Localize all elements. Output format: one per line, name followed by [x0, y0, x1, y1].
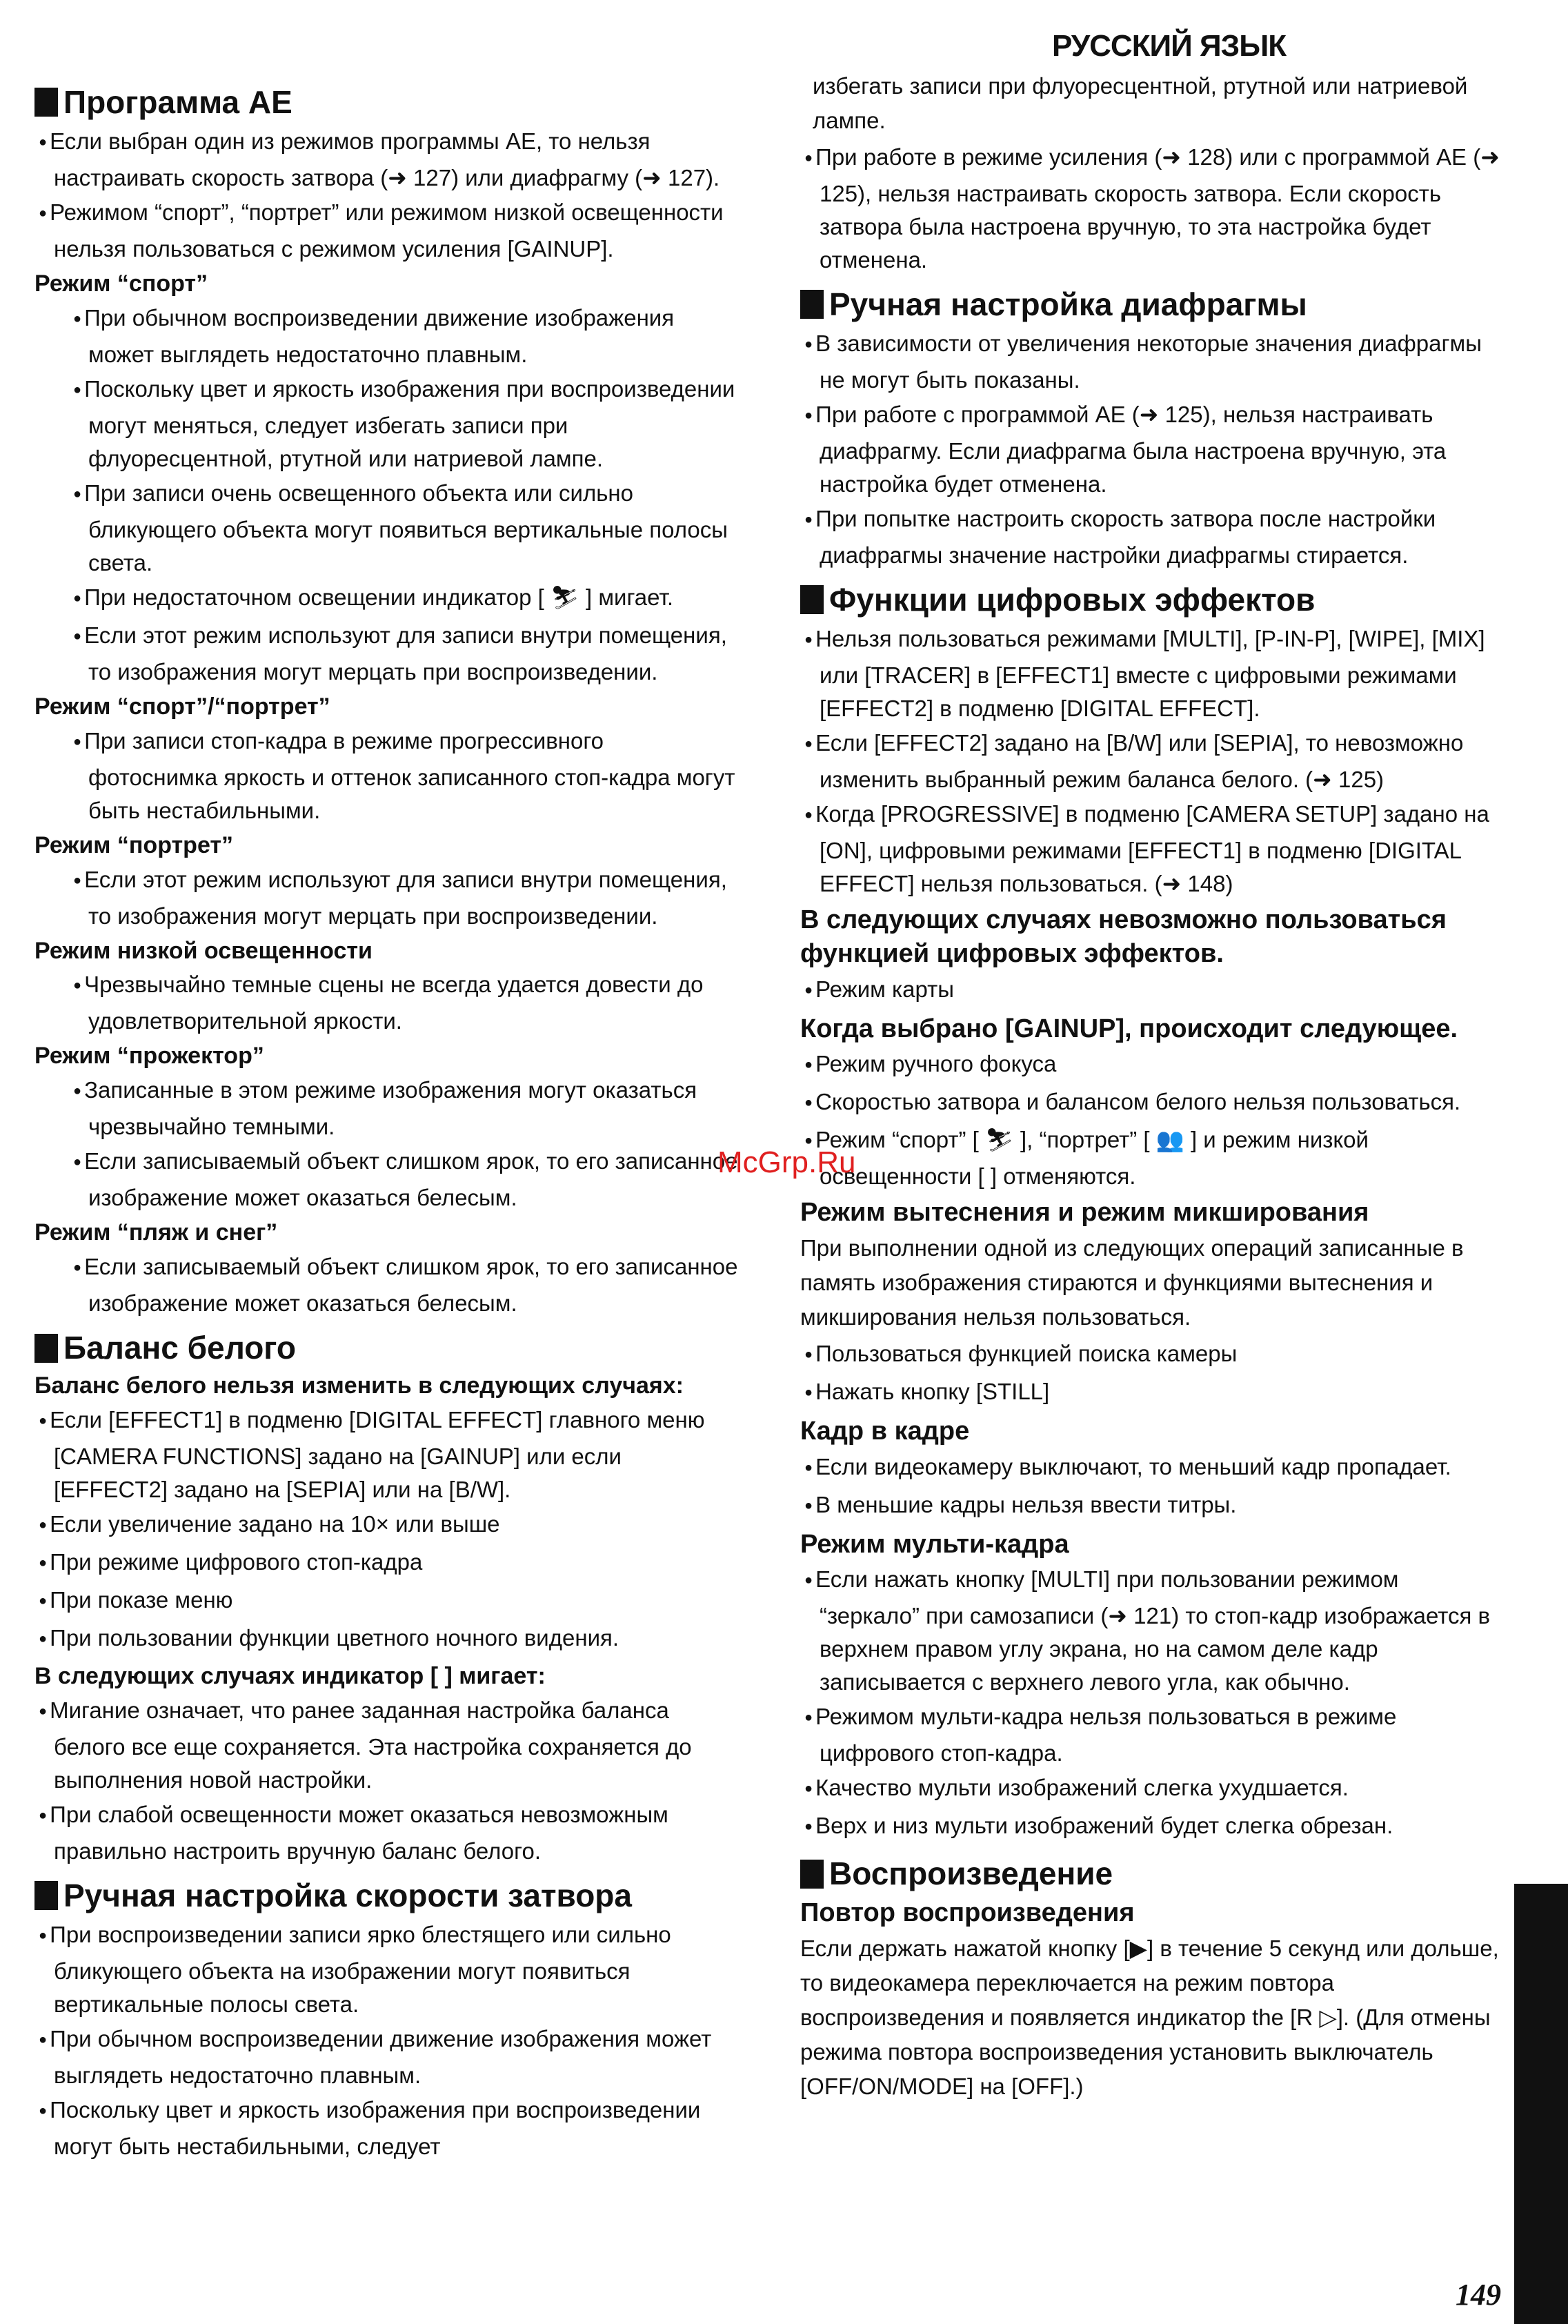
edge-tab: [1514, 1884, 1568, 2324]
list-item: ● Режимом мульти-кадра нельзя пользоваться в режиме цифрового стоп-кадра.: [800, 1700, 1504, 1770]
list-item: ● Пользоваться функцией поиска камеры: [800, 1337, 1504, 1374]
list-item: ● Если [EFFECT2] задано на [B/W] или [SEPIA], то невозможно изменить выбранный режим баланса белого. (➜ 125): [800, 727, 1504, 796]
section-marker-icon: [34, 1334, 58, 1363]
section-playback: [800, 1855, 1504, 1892]
subheading-gainup: Когда выбрано [GAINUP], происходит следующее.: [800, 1014, 1458, 1043]
subheading-sport-portrait: Режим “спорт”/“портрет”: [34, 693, 330, 720]
list-item: ● Если этот режим используют для записи внутри помещения, то изображения могут мерцать при воспроизведении.: [34, 619, 738, 689]
list-item: ● Если выбран один из режимов программы AE, то нельзя настраивать скорость затвора (➜ 127) или диафрагму (➜ 127).: [34, 125, 738, 195]
list-item: ● В меньшие кадры нельзя ввести титры.: [800, 1488, 1504, 1525]
subheading-wipe-mix: Режим вытеснения и режим микширования: [800, 1197, 1369, 1227]
subheading-multi: Режим мульти-кадра: [800, 1529, 1069, 1559]
subheading-pip: Кадр в кадре: [800, 1417, 970, 1446]
right-column: [800, 69, 1504, 2107]
subheading-portrait: Режим “портрет”: [34, 831, 234, 858]
subheading-lowlight: Режим низкой освещенности: [34, 937, 373, 964]
subheading-wb-indicator: В следующих случаях индикатор [ ] мигает:: [34, 1663, 546, 1690]
list-item: ● При попытке настроить скорость затвора после настройки диафрагмы значение настройки диафрагмы стирается.: [800, 502, 1504, 572]
list-item: ● Если нажать кнопку [MULTI] при пользовании режимом “зеркало” при самозаписи (➜ 121) то стоп-кадр изображается в верхнем правом углу экрана, но на самом деле кадр записывается с верхнего левого угла, как обычно.: [800, 1563, 1504, 1699]
section-marker-icon: [800, 585, 824, 614]
section-title: Ручная настройка диафрагмы: [829, 286, 1307, 322]
section-shutter: [34, 1878, 738, 1914]
list-item: ● При обычном воспроизведении движение изображения может выглядеть недостаточно плавным.: [34, 302, 738, 371]
list-item: ● Записанные в этом режиме изображения могут оказаться чрезвычайно темными.: [34, 1074, 738, 1143]
subheading-sport: Режим “спорт”: [34, 270, 208, 297]
section-marker-icon: [34, 88, 58, 117]
playback-text: Если держать нажатой кнопку [▶] в течение 5 секунд или дольше, то видеокамера переключается на режим повтора воспроизведения и появляется индикатор the [R ▷]. (Для отмены режима повтора воспроизведения установить выключатель [OFF/ON/MODE] на [OFF].): [800, 1936, 1499, 2100]
subheading-spotlight: Режим “прожектор”: [34, 1043, 264, 1070]
section-white-balance: [34, 1330, 738, 1366]
list-item: ● Чрезвычайно темные сцены не всегда удается довести до удовлетворительной яркости.: [34, 968, 738, 1038]
list-item: ● При режиме цифрового стоп-кадра: [34, 1546, 738, 1582]
subheading-beach-snow: Режим “пляж и снег”: [34, 1219, 278, 1246]
list-item: ● При слабой освещенности может оказаться невозможным правильно настроить вручную баланс белого.: [34, 1798, 738, 1868]
list-item: ● При записи очень освещенного объекта или сильно бликующего объекта могут появиться вертикальные полосы света.: [34, 477, 738, 580]
section-digital-effects: [800, 582, 1504, 618]
subheading-repeat-playback: Повтор воспроизведения: [800, 1898, 1135, 1928]
list-item: ● При работе в режиме усиления (➜ 128) или с программой AE (➜ 125), нельзя настраивать скорость затвора. Если скорость затвора была настроена вручную, то эта настройка будет отменена.: [800, 141, 1504, 277]
continued-text: избегать записи при флуоресцентной, ртутной или натриевой лампе.: [813, 73, 1468, 133]
list-item: ● Если записываемый объект слишком ярок, то его записанное изображение может оказаться белесым.: [34, 1250, 738, 1320]
list-item: ● При работе с программой AE (➜ 125), нельзя настраивать диафрагму. Если диафрагма была настроена вручную, эта настройка будет отменена.: [800, 398, 1504, 501]
section-marker-icon: [34, 1881, 58, 1910]
section-title: Воспроизведение: [829, 1855, 1113, 1892]
language-label: РУССКИЙ ЯЗЫК: [1052, 29, 1287, 63]
list-item: ● При записи стоп-кадра в режиме прогрессивного фотоснимка яркость и оттенок записанного стоп-кадра могут быть нестабильными.: [34, 725, 738, 827]
list-item: ● Если этот режим используют для записи внутри помещения, то изображения могут мерцать при воспроизведении.: [34, 863, 738, 933]
subheading-wb-cases: Баланс белого нельзя изменить в следующих случаях:: [34, 1372, 684, 1399]
list-item: ● Если увеличение задано на 10× или выше: [34, 1508, 738, 1544]
list-item: ● При недостаточном освещении индикатор [ ⛷ ] мигает.: [34, 581, 738, 618]
subheading-fx-unavailable: В следующих случаях невозможно пользоваться функцией цифровых эффектов.: [800, 905, 1447, 969]
list-item: ● Поскольку цвет и яркость изображения при воспроизведении могут меняться, следует избегать записи при флуоресцентной, ртутной или натриевой лампе.: [34, 373, 738, 475]
list-item: ● Качество мульти изображений слегка ухудшается.: [800, 1771, 1504, 1808]
list-item: ● Мигание означает, что ранее заданная настройка баланса белого все еще сохраняется. Эта настройка сохраняется до выполнения новой настройки.: [34, 1694, 738, 1797]
list-item: ● При показе меню: [34, 1584, 738, 1620]
wipe-text: При выполнении одной из следующих операций записанные в память изображения стираются и функциями вытеснения и микширования нельзя пользоваться.: [800, 1235, 1464, 1330]
list-item: ● Если [EFFECT1] в подменю [DIGITAL EFFECT] главного меню [CAMERA FUNCTIONS] задано на [GAINUP] или если [EFFECT2] задано на [SEPIA] или на [B/W].: [34, 1404, 738, 1506]
section-iris: [800, 286, 1504, 323]
list-item: ● Скоростью затвора и балансом белого нельзя пользоваться.: [800, 1085, 1504, 1122]
list-item: ● Режим карты: [800, 973, 1504, 1010]
list-item: ● Когда [PROGRESSIVE] в подменю [CAMERA SETUP] задано на [ON], цифровыми режимами [EFFECT1] в подменю [DIGITAL EFFECT] нельзя пользоваться. (➜ 148): [800, 798, 1504, 900]
section-title: Баланс белого: [63, 1330, 296, 1366]
list-item: ● Режим “спорт” [ ⛷ ], “портрет” [ 👥 ] и режим низкой освещенности [ ] отменяются.: [800, 1123, 1504, 1193]
list-item: ● При воспроизведении записи ярко блестящего или сильно бликующего объекта на изображении могут появиться вертикальные полосы света.: [34, 1918, 738, 2021]
list-item: ● При обычном воспроизведении движение изображения может выглядеть недостаточно плавным.: [34, 2022, 738, 2092]
section-title: Программа AE: [63, 84, 292, 120]
list-item: ● Нельзя пользоваться режимами [MULTI], [P-IN-P], [WIPE], [MIX] или [TRACER] в [EFFECT1] вместе с цифровыми режимами [EFFECT2] в подменю [DIGITAL EFFECT].: [800, 622, 1504, 725]
page-number: 149: [1456, 2278, 1501, 2312]
list-item: ● В зависимости от увеличения некоторые значения диафрагмы не могут быть показаны.: [800, 327, 1504, 397]
list-item: ● При пользовании функции цветного ночного видения.: [34, 1622, 738, 1658]
section-title: Ручная настройка скорости затвора: [63, 1877, 632, 1913]
list-item: ● Нажать кнопку [STILL]: [800, 1375, 1504, 1412]
section-marker-icon: [800, 1860, 824, 1889]
section-title: Функции цифровых эффектов: [829, 581, 1316, 618]
watermark: McGrp.Ru: [717, 1145, 856, 1179]
list-item: ● Режимом “спорт”, “портрет” или режимом низкой освещенности нельзя пользоваться с режимом усиления [GAINUP].: [34, 196, 738, 266]
section-program-ae: [34, 84, 738, 121]
list-item: ● Верх и низ мульти изображений будет слегка обрезан.: [800, 1809, 1504, 1846]
left-column: [34, 75, 738, 2165]
list-item: ● Режим ручного фокуса: [800, 1047, 1504, 1084]
list-item: ● Если записываемый объект слишком ярок, то его записанное изображение может оказаться белесым.: [34, 1145, 738, 1214]
list-item: ● Если видеокамеру выключают, то меньший кадр пропадает.: [800, 1450, 1504, 1487]
list-item: ● Поскольку цвет и яркость изображения при воспроизведении могут быть нестабильными, следует: [34, 2094, 738, 2163]
section-marker-icon: [800, 290, 824, 319]
